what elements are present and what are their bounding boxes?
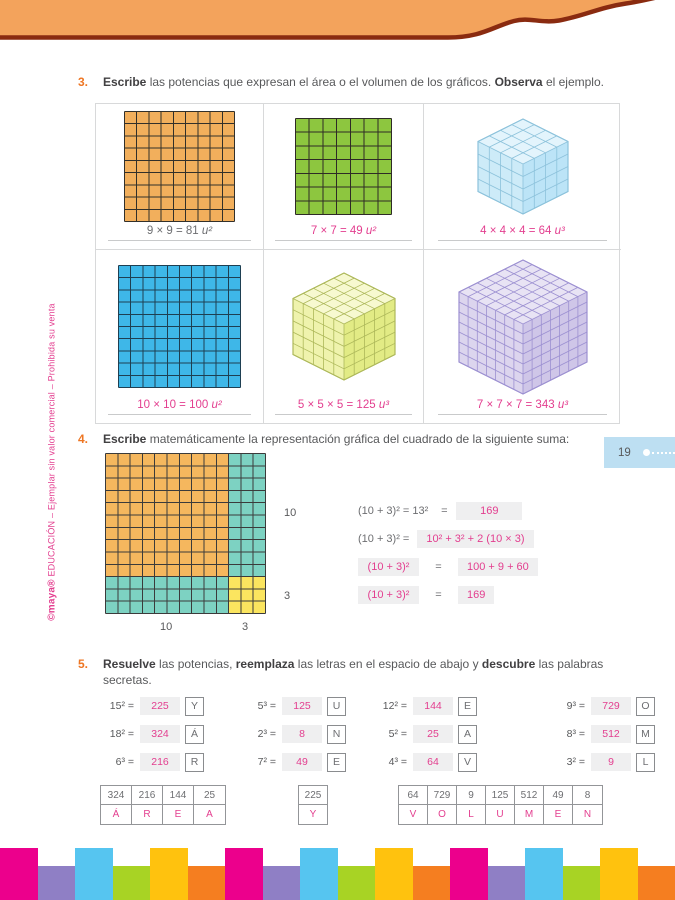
word-number-cell: 216 [132, 786, 163, 805]
dimension-label-bottom-left: 10 [160, 621, 173, 633]
footer-bar [488, 866, 526, 900]
question-text: Escribe matemáticamente la representación gráfica del cuadrado de la siguiente suma: [103, 432, 570, 446]
power-value-box: 216 [140, 753, 180, 771]
word-number-cell: 64 [399, 786, 428, 805]
cube-figure [291, 271, 397, 382]
footer-bars [0, 848, 675, 900]
figure-cell [424, 250, 621, 423]
sum-square-grid [105, 453, 266, 614]
footer-bar [38, 866, 76, 900]
footer-bar [225, 848, 263, 900]
figure-slot [476, 104, 570, 225]
power-letter-box: V [458, 753, 477, 772]
exercise-4-header [78, 431, 620, 447]
power-column [238, 696, 346, 780]
power-expression: 6³ = [115, 756, 134, 768]
power-expression: 5³ = [257, 700, 276, 712]
word-letter-cell: L [457, 805, 486, 824]
word-letter-cell: E [163, 805, 194, 824]
answer-box: (10 + 3)² [358, 586, 419, 604]
power-item [238, 696, 346, 716]
figure-cell [264, 104, 424, 250]
power-column [547, 696, 655, 780]
power-expression: 3² = [566, 756, 585, 768]
answer-box: 169 [456, 502, 522, 520]
word-number-cell: 8 [573, 786, 602, 805]
power-value-box: 49 [282, 753, 322, 771]
word-table-area [100, 785, 226, 825]
power-expression: 9³ = [566, 700, 585, 712]
power-item [96, 724, 204, 744]
dotted-line [652, 452, 675, 454]
footer-bar [450, 848, 488, 900]
power-value-box: 8 [282, 725, 322, 743]
page-badge [604, 437, 675, 468]
grid-figure [118, 265, 241, 388]
figure-slot [291, 250, 397, 399]
power-expression: 18² = [109, 728, 134, 740]
power-letter-box: A [458, 725, 477, 744]
publisher-logo: ©maya® [46, 579, 58, 621]
word-number-cell: 324 [101, 786, 132, 805]
power-item [369, 696, 477, 716]
footer-bar [375, 848, 413, 900]
figure-cell [264, 250, 424, 423]
figure-cell [424, 104, 621, 250]
figure-caption: 7 × 7 × 7 = 343 u³ [438, 399, 607, 415]
power-column [369, 696, 477, 780]
power-item [96, 696, 204, 716]
equals-sign: = [435, 589, 442, 601]
header-wave [0, 0, 675, 46]
word-letter-cell: Á [101, 805, 132, 824]
word-number-cell: 729 [428, 786, 457, 805]
word-letter-cell: A [206, 809, 213, 820]
power-expression: 7² = [257, 756, 276, 768]
equations-block [358, 501, 538, 613]
power-value-box: 512 [591, 725, 631, 743]
caption-unit: u² [201, 225, 213, 237]
figure-table [95, 103, 620, 424]
figure-caption: 5 × 5 × 5 = 125 u³ [275, 399, 412, 415]
figure-caption: 10 × 10 = 100 u² [108, 399, 252, 415]
equation-term: (10 + 3)² = [358, 533, 410, 545]
power-item [547, 696, 655, 716]
word-table-volumen [398, 785, 603, 825]
caption-unit: u³ [557, 399, 569, 411]
word-number-cell: 512 [515, 786, 544, 805]
grid-figure [295, 118, 392, 215]
word-number-cell: 225 [299, 786, 327, 805]
footer-bar [300, 848, 338, 900]
power-letter-box: N [327, 725, 346, 744]
dot-icon [643, 449, 650, 456]
footer-bar [525, 848, 563, 900]
word-number-cell: 9 [457, 786, 486, 805]
answer-box: (10 + 3)² [358, 558, 419, 576]
question-number: 5. [78, 657, 89, 671]
power-value-box: 25 [413, 725, 453, 743]
power-expression: 2³ = [257, 728, 276, 740]
power-item [369, 724, 477, 744]
answer-box: 100 + 9 + 60 [458, 558, 538, 576]
caption-unit: u² [211, 399, 222, 411]
footer-bar [263, 866, 301, 900]
power-expression: 5² = [388, 728, 407, 740]
footer-bar [188, 866, 226, 900]
power-letter-box: O [636, 697, 655, 716]
footer-bar [75, 848, 113, 900]
dimension-label-bottom-right: 3 [242, 621, 249, 633]
power-letter-box: L [636, 753, 655, 772]
power-value-box: 324 [140, 725, 180, 743]
exercise-5-header [78, 656, 620, 688]
power-item [238, 752, 346, 772]
word-table-y [298, 785, 328, 825]
power-value-box: 9 [591, 753, 631, 771]
equation-term: (10 + 3)² = 13² [358, 505, 429, 517]
figure-caption: 4 × 4 × 4 = 64 u³ [438, 225, 607, 241]
question-text: Escribe las potencias que expresan el área o el volumen de los gráficos. Observa el ejemplo. [103, 75, 604, 89]
footer-bar [0, 848, 38, 900]
caption-unit: u² [365, 225, 377, 237]
figure-slot [295, 104, 392, 225]
word-letter-cell: U [486, 805, 515, 824]
power-item [547, 724, 655, 744]
figure-slot [124, 104, 235, 225]
power-value-box: 729 [591, 697, 631, 715]
figure-caption: 9 × 9 = 81 u² [108, 225, 252, 241]
power-item [96, 752, 204, 772]
power-expression: 12² = [382, 700, 407, 712]
word-number-cell: 25 [194, 786, 225, 805]
word-letter-cell: M [515, 805, 544, 824]
power-expression: 8³ = [566, 728, 585, 740]
power-letter-box: M [636, 725, 655, 744]
power-item [238, 724, 346, 744]
figure-caption: 7 × 7 = 49 u² [275, 225, 412, 241]
dimension-label-right-top: 10 [284, 507, 297, 519]
word-letter-cell: N [583, 809, 592, 820]
figure-cell [96, 250, 264, 423]
equation-row [358, 585, 538, 605]
footer-bar [113, 866, 151, 900]
cube-figure [457, 258, 589, 396]
word-letter-cell: E [544, 805, 573, 824]
footer-bar [600, 848, 638, 900]
answer-box: 10² + 3² + 2 (10 × 3) [417, 530, 533, 548]
word-number-cell: 144 [163, 786, 194, 805]
caption-unit: u³ [554, 225, 565, 237]
power-value-box: 64 [413, 753, 453, 771]
footer-bar [338, 866, 376, 900]
sum-square-figure [105, 453, 265, 613]
word-number-cell: 125 [486, 786, 515, 805]
footer-bar [563, 866, 601, 900]
equation-row [358, 529, 538, 549]
page-number: 19 [618, 446, 631, 459]
word-letter-cell: Y [309, 809, 317, 820]
figure-cell [96, 104, 264, 250]
question-number: 4. [78, 432, 89, 446]
word-number-cell: 49 [544, 786, 573, 805]
power-value-box: 125 [282, 697, 322, 715]
equals-sign: = [441, 505, 448, 517]
power-letter-box: Y [185, 697, 204, 716]
word-letter-cell: R [132, 805, 163, 824]
word-letter-cell: V [399, 805, 428, 824]
caption-unit: u³ [378, 399, 390, 411]
equation-row [358, 501, 538, 521]
power-value-box: 144 [413, 697, 453, 715]
question-text: Resuelve las potencias, reemplaza las letras en el espacio de abajo y descubre las palabras secretas. [103, 657, 604, 687]
figure-slot [457, 250, 589, 399]
power-value-box: 225 [140, 697, 180, 715]
power-column [96, 696, 204, 780]
power-letter-box: E [327, 753, 346, 772]
equation-row [358, 557, 538, 577]
figure-slot [118, 250, 241, 399]
equals-sign: = [435, 561, 442, 573]
footer-bar [150, 848, 188, 900]
footer-bar [638, 866, 675, 900]
cube-figure [476, 117, 570, 216]
power-letter-box: Á [185, 725, 204, 744]
exercise-3-header [78, 74, 620, 90]
power-expression: 15² = [109, 700, 134, 712]
power-letter-box: R [185, 753, 204, 772]
power-expression: 4³ = [388, 756, 407, 768]
dimension-label-right-bottom: 3 [284, 590, 291, 602]
power-item [547, 752, 655, 772]
question-number: 3. [78, 75, 89, 89]
grid-figure [124, 111, 235, 222]
power-letter-box: U [327, 697, 346, 716]
copyright-text: EDUCACIÓN – Ejemplar sin valor comercial – Prohibida su venta [46, 303, 57, 580]
answer-box: 169 [458, 586, 494, 604]
word-letter-cell: O [428, 805, 457, 824]
power-letter-box: E [458, 697, 477, 716]
power-item [369, 752, 477, 772]
footer-bar [413, 866, 451, 900]
copyright-sidebar [47, 303, 58, 621]
